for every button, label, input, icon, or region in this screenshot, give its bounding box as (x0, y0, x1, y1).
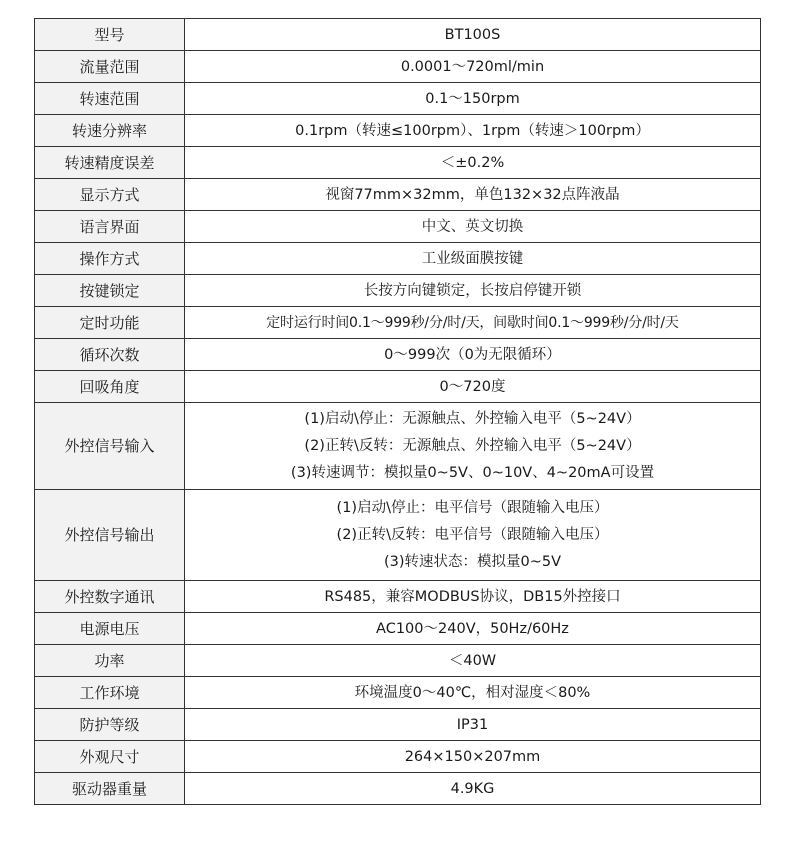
row-label: 定时功能 (35, 307, 185, 339)
row-value: RS485，兼容MODBUS协议，DB15外控接口 (185, 581, 761, 613)
table-row (35, 613, 761, 645)
table-row (35, 211, 761, 243)
table-row (35, 773, 761, 805)
table-row (35, 19, 761, 51)
spec-table (34, 18, 761, 805)
table-row (35, 307, 761, 339)
value-line: (2)正转\反转：无源触点、外控输入电平（5~24V） (304, 437, 641, 454)
value-line: (2)正转\反转：电平信号（跟随输入电压） (336, 526, 609, 543)
table-row (35, 147, 761, 179)
row-label: 按键锁定 (35, 275, 185, 307)
row-label: 流量范围 (35, 51, 185, 83)
row-label: 语言界面 (35, 211, 185, 243)
value-line: (1)启动\停止：无源触点、外控输入电平（5~24V） (304, 410, 641, 427)
row-value: 定时运行时间0.1～999秒/分/时/天，间歇时间0.1～999秒/分/时/天 (185, 307, 761, 339)
row-value: 长按方向键锁定，长按启停键开锁 (185, 275, 761, 307)
row-value: 0.0001～720ml/min (185, 51, 761, 83)
table-row (35, 741, 761, 773)
row-value: 0.1～150rpm (185, 83, 761, 115)
value-line: (3)转速状态：模拟量0~5V (383, 553, 562, 570)
row-value: 4.9KG (185, 773, 761, 805)
table-row (35, 115, 761, 147)
table-row (35, 51, 761, 83)
table-row (35, 371, 761, 403)
table-row (35, 339, 761, 371)
row-value-multiline (185, 403, 761, 490)
row-label: 功率 (35, 645, 185, 677)
row-label: 转速分辨率 (35, 115, 185, 147)
table-row (35, 709, 761, 741)
value-line: (1)启动\停止：电平信号（跟随输入电压） (336, 499, 609, 516)
row-label: 驱动器重量 (35, 773, 185, 805)
row-label: 外控信号输入 (35, 403, 185, 490)
table-row (35, 677, 761, 709)
row-value: 视窗77mm×32mm，单色132×32点阵液晶 (185, 179, 761, 211)
row-label: 转速精度误差 (35, 147, 185, 179)
row-label: 外控信号输出 (35, 490, 185, 581)
table-row (35, 581, 761, 613)
row-label: 电源电压 (35, 613, 185, 645)
table-row (35, 179, 761, 211)
row-value: 工业级面膜按键 (185, 243, 761, 275)
row-value: 0.1rpm（转速≤100rpm）、1rpm（转速＞100rpm） (185, 115, 761, 147)
row-value: BT100S (185, 19, 761, 51)
row-value: AC100～240V，50Hz/60Hz (185, 613, 761, 645)
row-value-multiline (185, 490, 761, 581)
row-value: ＜±0.2% (185, 147, 761, 179)
row-label: 工作环境 (35, 677, 185, 709)
table-row (35, 490, 761, 581)
row-label: 操作方式 (35, 243, 185, 275)
row-value: 0～999次（0为无限循环） (185, 339, 761, 371)
row-value: 环境温度0～40℃，相对湿度＜80% (185, 677, 761, 709)
row-label: 防护等级 (35, 709, 185, 741)
row-label: 外控数字通讯 (35, 581, 185, 613)
row-label: 显示方式 (35, 179, 185, 211)
row-label: 转速范围 (35, 83, 185, 115)
table-row (35, 243, 761, 275)
row-value: 264×150×207mm (185, 741, 761, 773)
row-value: 0～720度 (185, 371, 761, 403)
row-value: IP31 (185, 709, 761, 741)
row-value: 中文、英文切换 (185, 211, 761, 243)
table-row (35, 645, 761, 677)
row-label: 循环次数 (35, 339, 185, 371)
table-row (35, 83, 761, 115)
row-label: 型号 (35, 19, 185, 51)
table-row (35, 275, 761, 307)
row-label: 外观尺寸 (35, 741, 185, 773)
row-label: 回吸角度 (35, 371, 185, 403)
value-line: (3)转速调节：模拟量0~5V、0~10V、4~20mA可设置 (290, 464, 655, 481)
row-value: ＜40W (185, 645, 761, 677)
table-row (35, 403, 761, 490)
